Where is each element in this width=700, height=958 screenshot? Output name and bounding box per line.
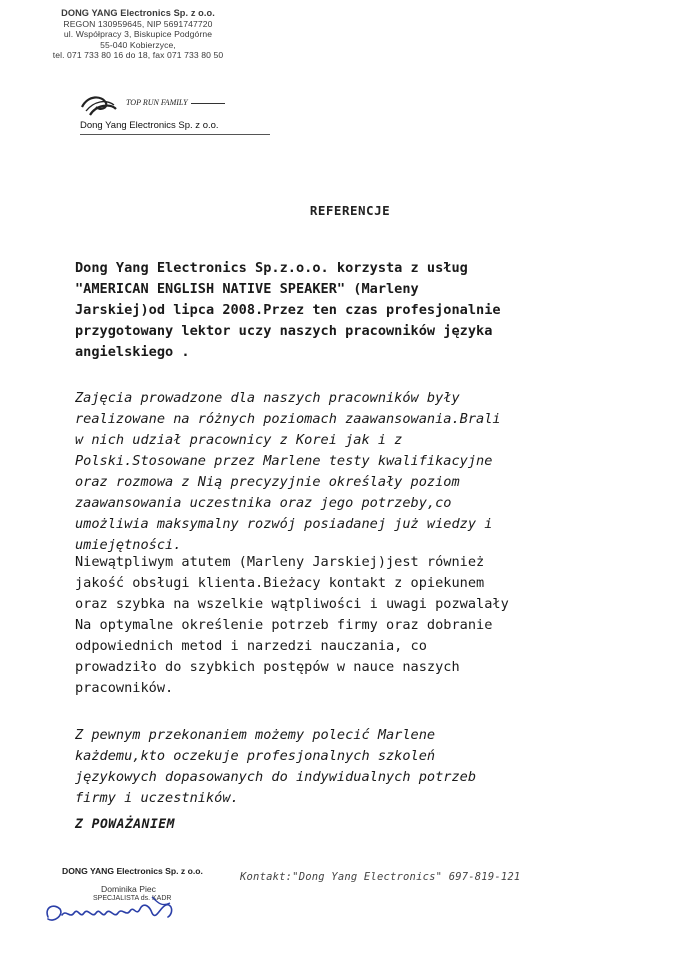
logo-tagline: TOP RUN FAMILY bbox=[126, 98, 225, 107]
stamp-line: DONG YANG Electronics Sp. z o.o. bbox=[61, 8, 215, 18]
stamp-line: ul. Współpracy 3, Biskupice Podgórne bbox=[63, 29, 213, 39]
document-title: REFERENCJE bbox=[309, 203, 391, 218]
handwritten-signature bbox=[40, 877, 200, 935]
signatory-name: Dominika Piec bbox=[101, 884, 156, 894]
company-logo bbox=[80, 93, 230, 141]
closing-salutation: Z POWAŻANIEM bbox=[75, 817, 175, 832]
swirl-logo-icon bbox=[80, 93, 120, 119]
header-rule bbox=[80, 134, 270, 135]
stamp-line: 55-040 Kobierzyce, bbox=[100, 39, 176, 50]
paragraph-service: Niewątpliwym atutem (Marleny Jarskiej)jest również jakość obsługi klienta.Bieżacy kontakt z opiekunem oraz szybka na wszelkie wątpliwości i uwagi pozwalały Na optymalne określenie potrzeb firmy oraz dobranie odpowiednich metod i narzedzi nauczania, co prowadziło do szybkich postępów w nauce naszych pracowników. bbox=[75, 554, 509, 696]
stamp-line: tel. 071 733 80 16 do 18, fax 071 733 80 50 bbox=[52, 50, 224, 60]
contact-info: Kontakt:"Dong Yang Electronics" 697-819-121 bbox=[240, 871, 521, 883]
signature-stamp: DONG YANG Electronics Sp. z o.o. bbox=[62, 866, 203, 876]
logo-company-name: Dong Yang Electronics Sp. z o.o. bbox=[80, 120, 219, 131]
signatory-position: SPECJALISTA ds. KADR bbox=[93, 895, 172, 902]
paragraph-recommendation: Z pewnym przekonaniem możemy polecić Marlene każdemu,kto oczekuje profesjonalnych szkoleń językowych dopasowanych do indywidualnych potrzeb firmy i uczestników. bbox=[75, 727, 477, 806]
paragraph-classes: Zajęcia prowadzone dla naszych pracowników były realizowane na różnych poziomach zaawansowania.Brali w nich udział pracownicy z Korei jak i z Polski.Stosowane przez Marlene testy kwalifikacyjne oraz rozmowa z Nią precyzyjnie określały poziom zaawansowania uczestnika oraz jego potrzeby,co umożliwia maksymalny rozwój posiadanej już wiedzy i umiejętności. bbox=[75, 390, 501, 553]
stamp-line: REGON 130959645, NIP 5691747720 bbox=[63, 18, 213, 29]
paragraph-intro: Dong Yang Electronics Sp.z.o.o. korzysta z usług "AMERICAN ENGLISH NATIVE SPEAKER" (Marleny Jarskiej)od lipca 2008.Przez ten czas profesjonalnie przygotowany lektor uczy naszych pracowników języka angielskiego . bbox=[75, 260, 501, 360]
company-stamp bbox=[38, 8, 238, 61]
